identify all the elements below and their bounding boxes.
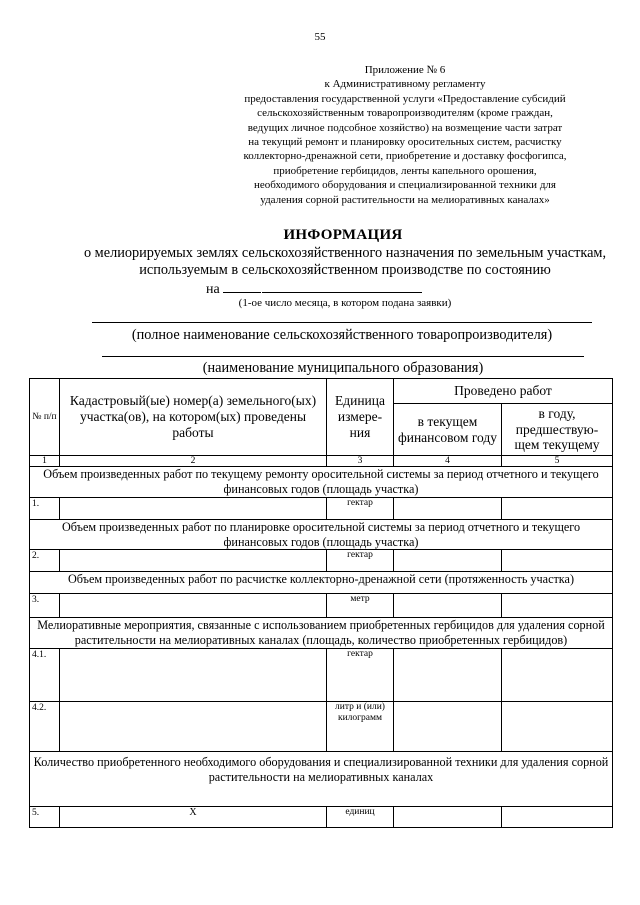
cadastral-cell[interactable] bbox=[60, 594, 327, 618]
previous-year-cell[interactable] bbox=[502, 702, 613, 752]
information-table bbox=[29, 378, 613, 828]
appendix-heading: Приложение № 6 bbox=[364, 64, 446, 76]
header-number: № п/п bbox=[30, 379, 60, 456]
cadastral-cell[interactable] bbox=[60, 702, 327, 752]
appendix-block bbox=[195, 63, 615, 207]
section-title: Количество приобретенного необходимого оборудования и специализированной техники для удаления сорной растительности на мелиоративных каналах bbox=[30, 752, 613, 807]
current-year-cell[interactable] bbox=[394, 702, 502, 752]
cadastral-cell[interactable] bbox=[60, 550, 327, 572]
current-year-cell[interactable] bbox=[394, 594, 502, 618]
header-work-done: Проведено работ bbox=[394, 379, 613, 404]
previous-year-cell[interactable] bbox=[502, 807, 613, 828]
previous-year-cell[interactable] bbox=[502, 594, 613, 618]
previous-year-cell[interactable] bbox=[502, 550, 613, 572]
appendix-line: удаления сорной растительности на мелиоративных каналах» bbox=[260, 193, 550, 206]
cadastral-cell[interactable] bbox=[60, 498, 327, 520]
cadastral-cell[interactable] bbox=[60, 649, 327, 702]
row-number: 4.1. bbox=[30, 649, 60, 702]
column-number: 4 bbox=[394, 456, 502, 467]
appendix-line: коллекторно-дренажной сети, приобретение и доставку фосфогипса, bbox=[243, 150, 567, 163]
municipality-blank-line[interactable] bbox=[102, 356, 584, 357]
current-year-cell[interactable] bbox=[394, 649, 502, 702]
appendix-line: приобретение гербицидов, ленты капельного орошения, bbox=[273, 164, 537, 177]
section-title: Мелиоративные мероприятия, связанные с использованием приобретенных гербицидов для удаления сорной растительности на мелиоративных каналах (площадь, количество приобретенных гербицидов) bbox=[30, 618, 613, 649]
header-current-year: в текущем финансовом году bbox=[394, 404, 502, 456]
document-title: ИНФОРМАЦИЯ bbox=[283, 227, 403, 243]
previous-year-cell[interactable] bbox=[502, 498, 613, 520]
row-number: 4.2. bbox=[30, 702, 60, 752]
section-title: Объем произведенных работ по расчистке коллекторно-дренажной сети (протяженность участка) bbox=[30, 572, 613, 594]
section-title: Объем произведенных работ по текущему ремонту оросительной системы за период отчетного и текущего финансовых годов (площадь участка) bbox=[30, 467, 613, 498]
header-cadastral: Кадастровый(ые) номер(а) земельного(ых) участка(ов), на котором(ых) проведены работы bbox=[60, 379, 327, 456]
date-prefix: на bbox=[206, 282, 220, 297]
current-year-cell[interactable] bbox=[394, 807, 502, 828]
date-blank-field[interactable] bbox=[262, 280, 422, 293]
unit-cell: гектар bbox=[327, 550, 394, 572]
producer-blank-line[interactable] bbox=[92, 322, 592, 323]
column-number: 5 bbox=[502, 456, 613, 467]
current-year-cell[interactable] bbox=[394, 498, 502, 520]
date-blank-field[interactable] bbox=[223, 280, 261, 293]
date-hint: (1-ое число месяца, в котором подана заявки) bbox=[238, 297, 452, 309]
header-unit: Единица измере-ния bbox=[327, 379, 394, 456]
header-previous-year: в году, предшествую-щем текущему bbox=[502, 404, 613, 456]
cadastral-cell: Х bbox=[60, 807, 327, 828]
row-number: 5. bbox=[30, 807, 60, 828]
unit-cell: гектар bbox=[327, 498, 394, 520]
unit-cell: единиц bbox=[327, 807, 394, 828]
column-number: 3 bbox=[327, 456, 394, 467]
current-year-cell[interactable] bbox=[394, 550, 502, 572]
date-line bbox=[206, 280, 422, 298]
column-number: 1 bbox=[30, 456, 60, 467]
unit-cell: литр и (или) килограмм bbox=[327, 702, 394, 752]
row-number: 1. bbox=[30, 498, 60, 520]
row-number: 2. bbox=[30, 550, 60, 572]
unit-cell: метр bbox=[327, 594, 394, 618]
municipality-hint: (наименование муниципального образования) bbox=[202, 360, 484, 376]
document-subtitle: о мелиорируемых землях сельскохозяйственного назначения по земельным участкам, используемым в сельскохозяйственном производстве по состоянию bbox=[83, 245, 607, 278]
appendix-line: на текущий ремонт и планировку оросительных систем, расчистку bbox=[248, 136, 562, 149]
appendix-line: предоставления государственной услуги «Предоставление субсидий bbox=[244, 92, 566, 105]
row-number: 3. bbox=[30, 594, 60, 618]
previous-year-cell[interactable] bbox=[502, 649, 613, 702]
page-number: 55 bbox=[314, 31, 326, 43]
appendix-line: необходимого оборудования и специализированной техники для bbox=[254, 179, 556, 192]
appendix-line: сельскохозяйственным товаропроизводителям (кроме граждан, bbox=[257, 107, 553, 120]
appendix-line: ведущих личное подсобное хозяйство) на возмещение части затрат bbox=[247, 121, 563, 134]
producer-hint: (полное наименование сельскохозяйственного товаропроизводителя) bbox=[131, 327, 553, 343]
section-title: Объем произведенных работ по планировке оросительной системы за период отчетного и текущего финансовых годов (площадь участка) bbox=[30, 520, 613, 550]
column-number: 2 bbox=[60, 456, 327, 467]
appendix-line: к Административному регламенту bbox=[324, 78, 486, 91]
unit-cell: гектар bbox=[327, 649, 394, 702]
